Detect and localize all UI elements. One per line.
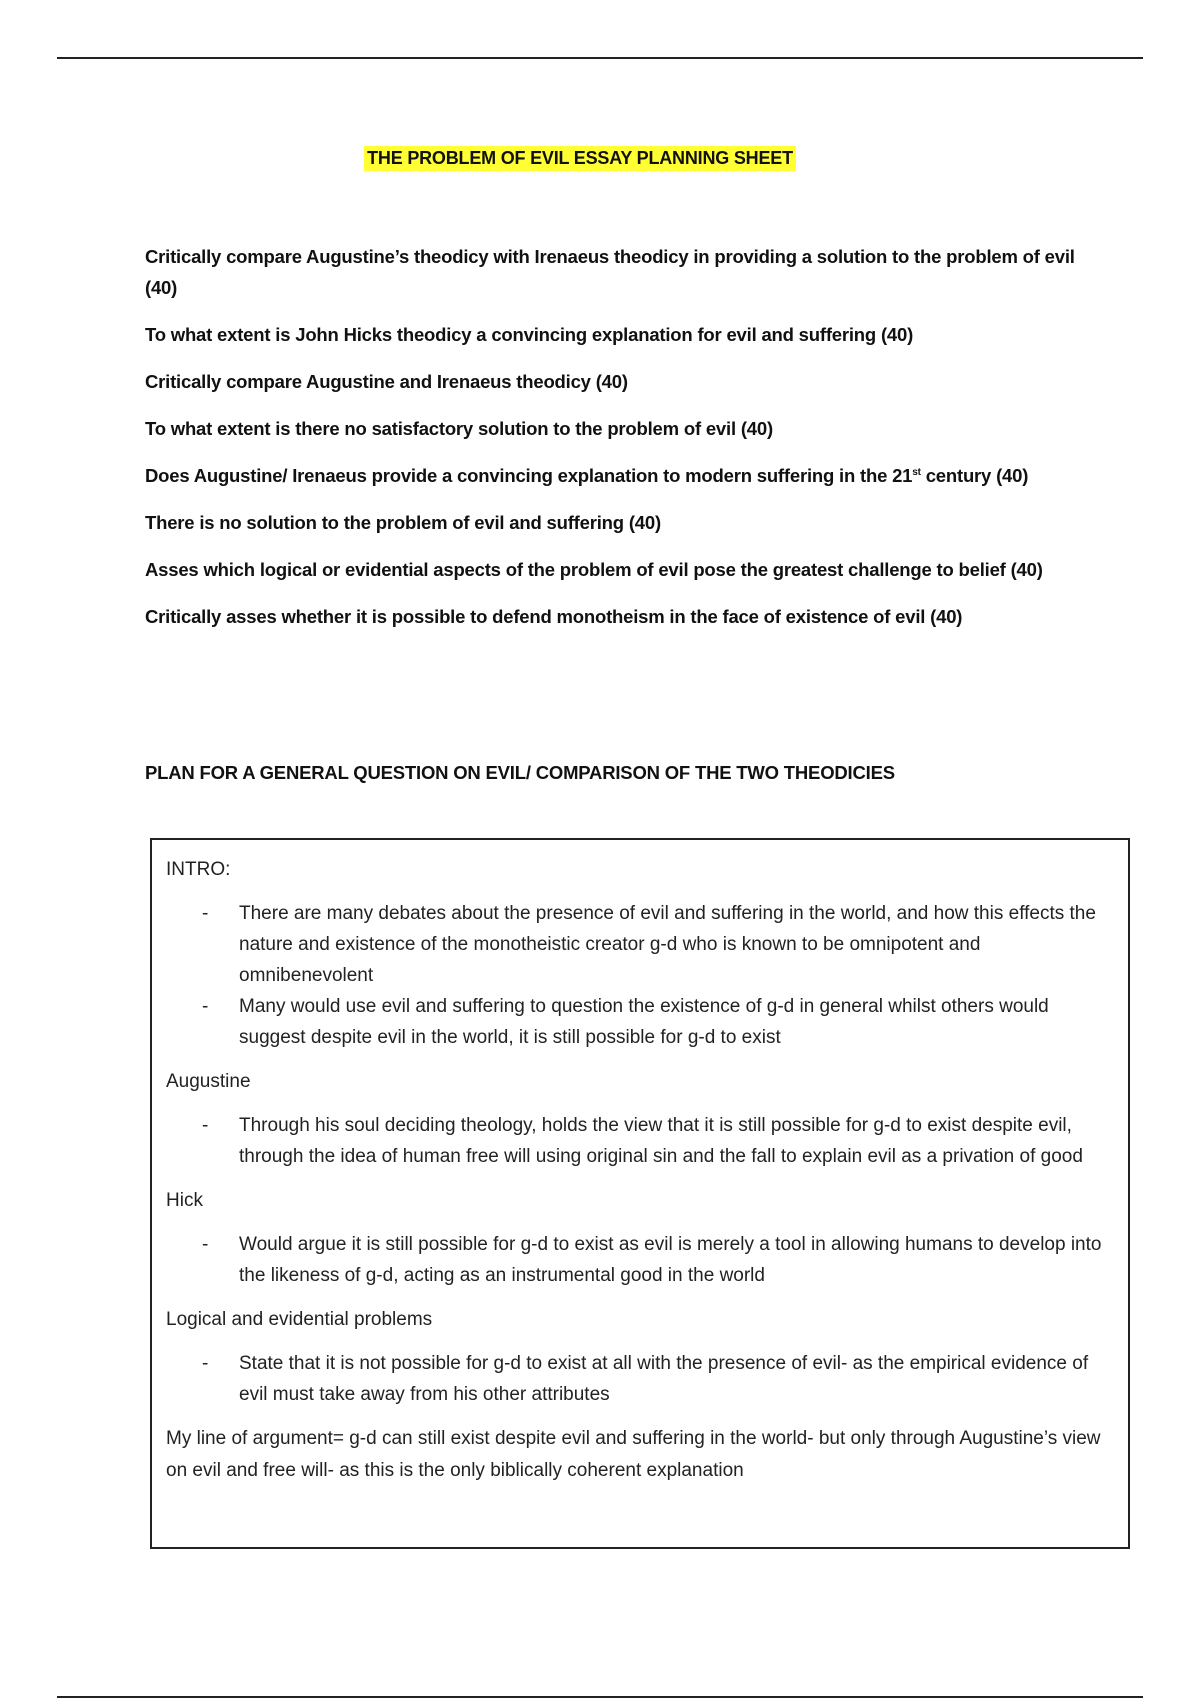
bullet-text: Through his soul deciding theology, holds the view that it is still possible for g-d to exist despite evil, through the idea of human free will using original sin and the fall to explain evil as a privation of good — [239, 1115, 1083, 1167]
intro-bullet-1 — [166, 898, 1110, 991]
essay-question-5-superscript: st — [912, 466, 921, 478]
bullet-text: Would argue it is still possible for g-d to exist as evil is merely a tool in allowing humans to develop into the likeness of g-d, acting as an instrumental good in the world — [239, 1234, 1102, 1286]
hick-bullets — [166, 1229, 1110, 1291]
page-title: THE PROBLEM OF EVIL ESSAY PLANNING SHEET — [364, 146, 796, 171]
essay-question-2: To what extent is John Hicks theodicy a convincing explanation for evil and suffering (40) — [145, 324, 914, 345]
bullet-text: State that it is not possible for g-d to exist at all with the presence of evil- as the empirical evidence of evil must take away from his other attributes — [239, 1353, 1089, 1405]
essay-question-5-text-end: century (40) — [920, 465, 1029, 486]
essay-question-5 — [145, 460, 1075, 491]
intro-bullets — [166, 898, 1110, 1053]
logical-problems-label: Logical and evidential problems — [166, 1309, 433, 1330]
bottom-rule — [57, 1696, 1143, 1698]
bullet-dash: - — [202, 1234, 209, 1255]
essay-question-8: Critically asses whether it is possible to defend monotheism in the face of existence of evil (40) — [145, 606, 963, 627]
bullet-dash: - — [202, 903, 209, 924]
essay-question-4: To what extent is there no satisfactory solution to the problem of evil (40) — [145, 418, 773, 439]
hick-bullet-1 — [166, 1229, 1110, 1291]
essay-plan-box — [150, 838, 1130, 1549]
essay-question-5-text: Does Augustine/ Irenaeus provide a convincing explanation to modern suffering in the 21 — [145, 465, 913, 486]
intro-label: INTRO: — [166, 859, 231, 880]
plan-heading: PLAN FOR A GENERAL QUESTION ON EVIL/ COMPARISON OF THE TWO THEODICIES — [145, 762, 895, 783]
bullet-text: There are many debates about the presence of evil and suffering in the world, and how this effects the nature and existence of the monotheistic creator g-d who is known to be omnipotent and omnibenevolent — [239, 903, 1096, 986]
bullet-dash: - — [202, 1115, 209, 1136]
essay-question-list — [145, 241, 1075, 648]
augustine-label: Augustine — [166, 1071, 251, 1092]
essay-question-7: Asses which logical or evidential aspects of the problem of evil pose the greatest challenge to belief (40) — [145, 559, 1043, 580]
augustine-bullet-1 — [166, 1110, 1110, 1172]
bullet-dash: - — [202, 1353, 209, 1374]
logical-problems-bullets — [166, 1348, 1110, 1410]
top-rule — [57, 57, 1143, 59]
hick-label: Hick — [166, 1190, 203, 1211]
logical-problems-bullet-1 — [166, 1348, 1110, 1410]
bullet-text: Many would use evil and suffering to question the existence of g-d in general whilst others would suggest despite evil in the world, it is still possible for g-d to exist — [239, 996, 1049, 1048]
bullet-dash: - — [202, 996, 209, 1017]
line-of-argument: My line of argument= g-d can still exist despite evil and suffering in the world- but only through Augustine’s view on evil and free will- as this is the only biblically coherent explanation — [166, 1428, 1101, 1481]
augustine-bullets — [166, 1110, 1110, 1172]
intro-bullet-2 — [166, 991, 1110, 1053]
title-container — [0, 146, 1160, 171]
essay-question-3: Critically compare Augustine and Irenaeus theodicy (40) — [145, 371, 628, 392]
essay-question-6: There is no solution to the problem of evil and suffering (40) — [145, 512, 661, 533]
essay-question-1: Critically compare Augustine’s theodicy with Irenaeus theodicy in providing a solution to the problem of evil (40) — [145, 246, 1075, 298]
